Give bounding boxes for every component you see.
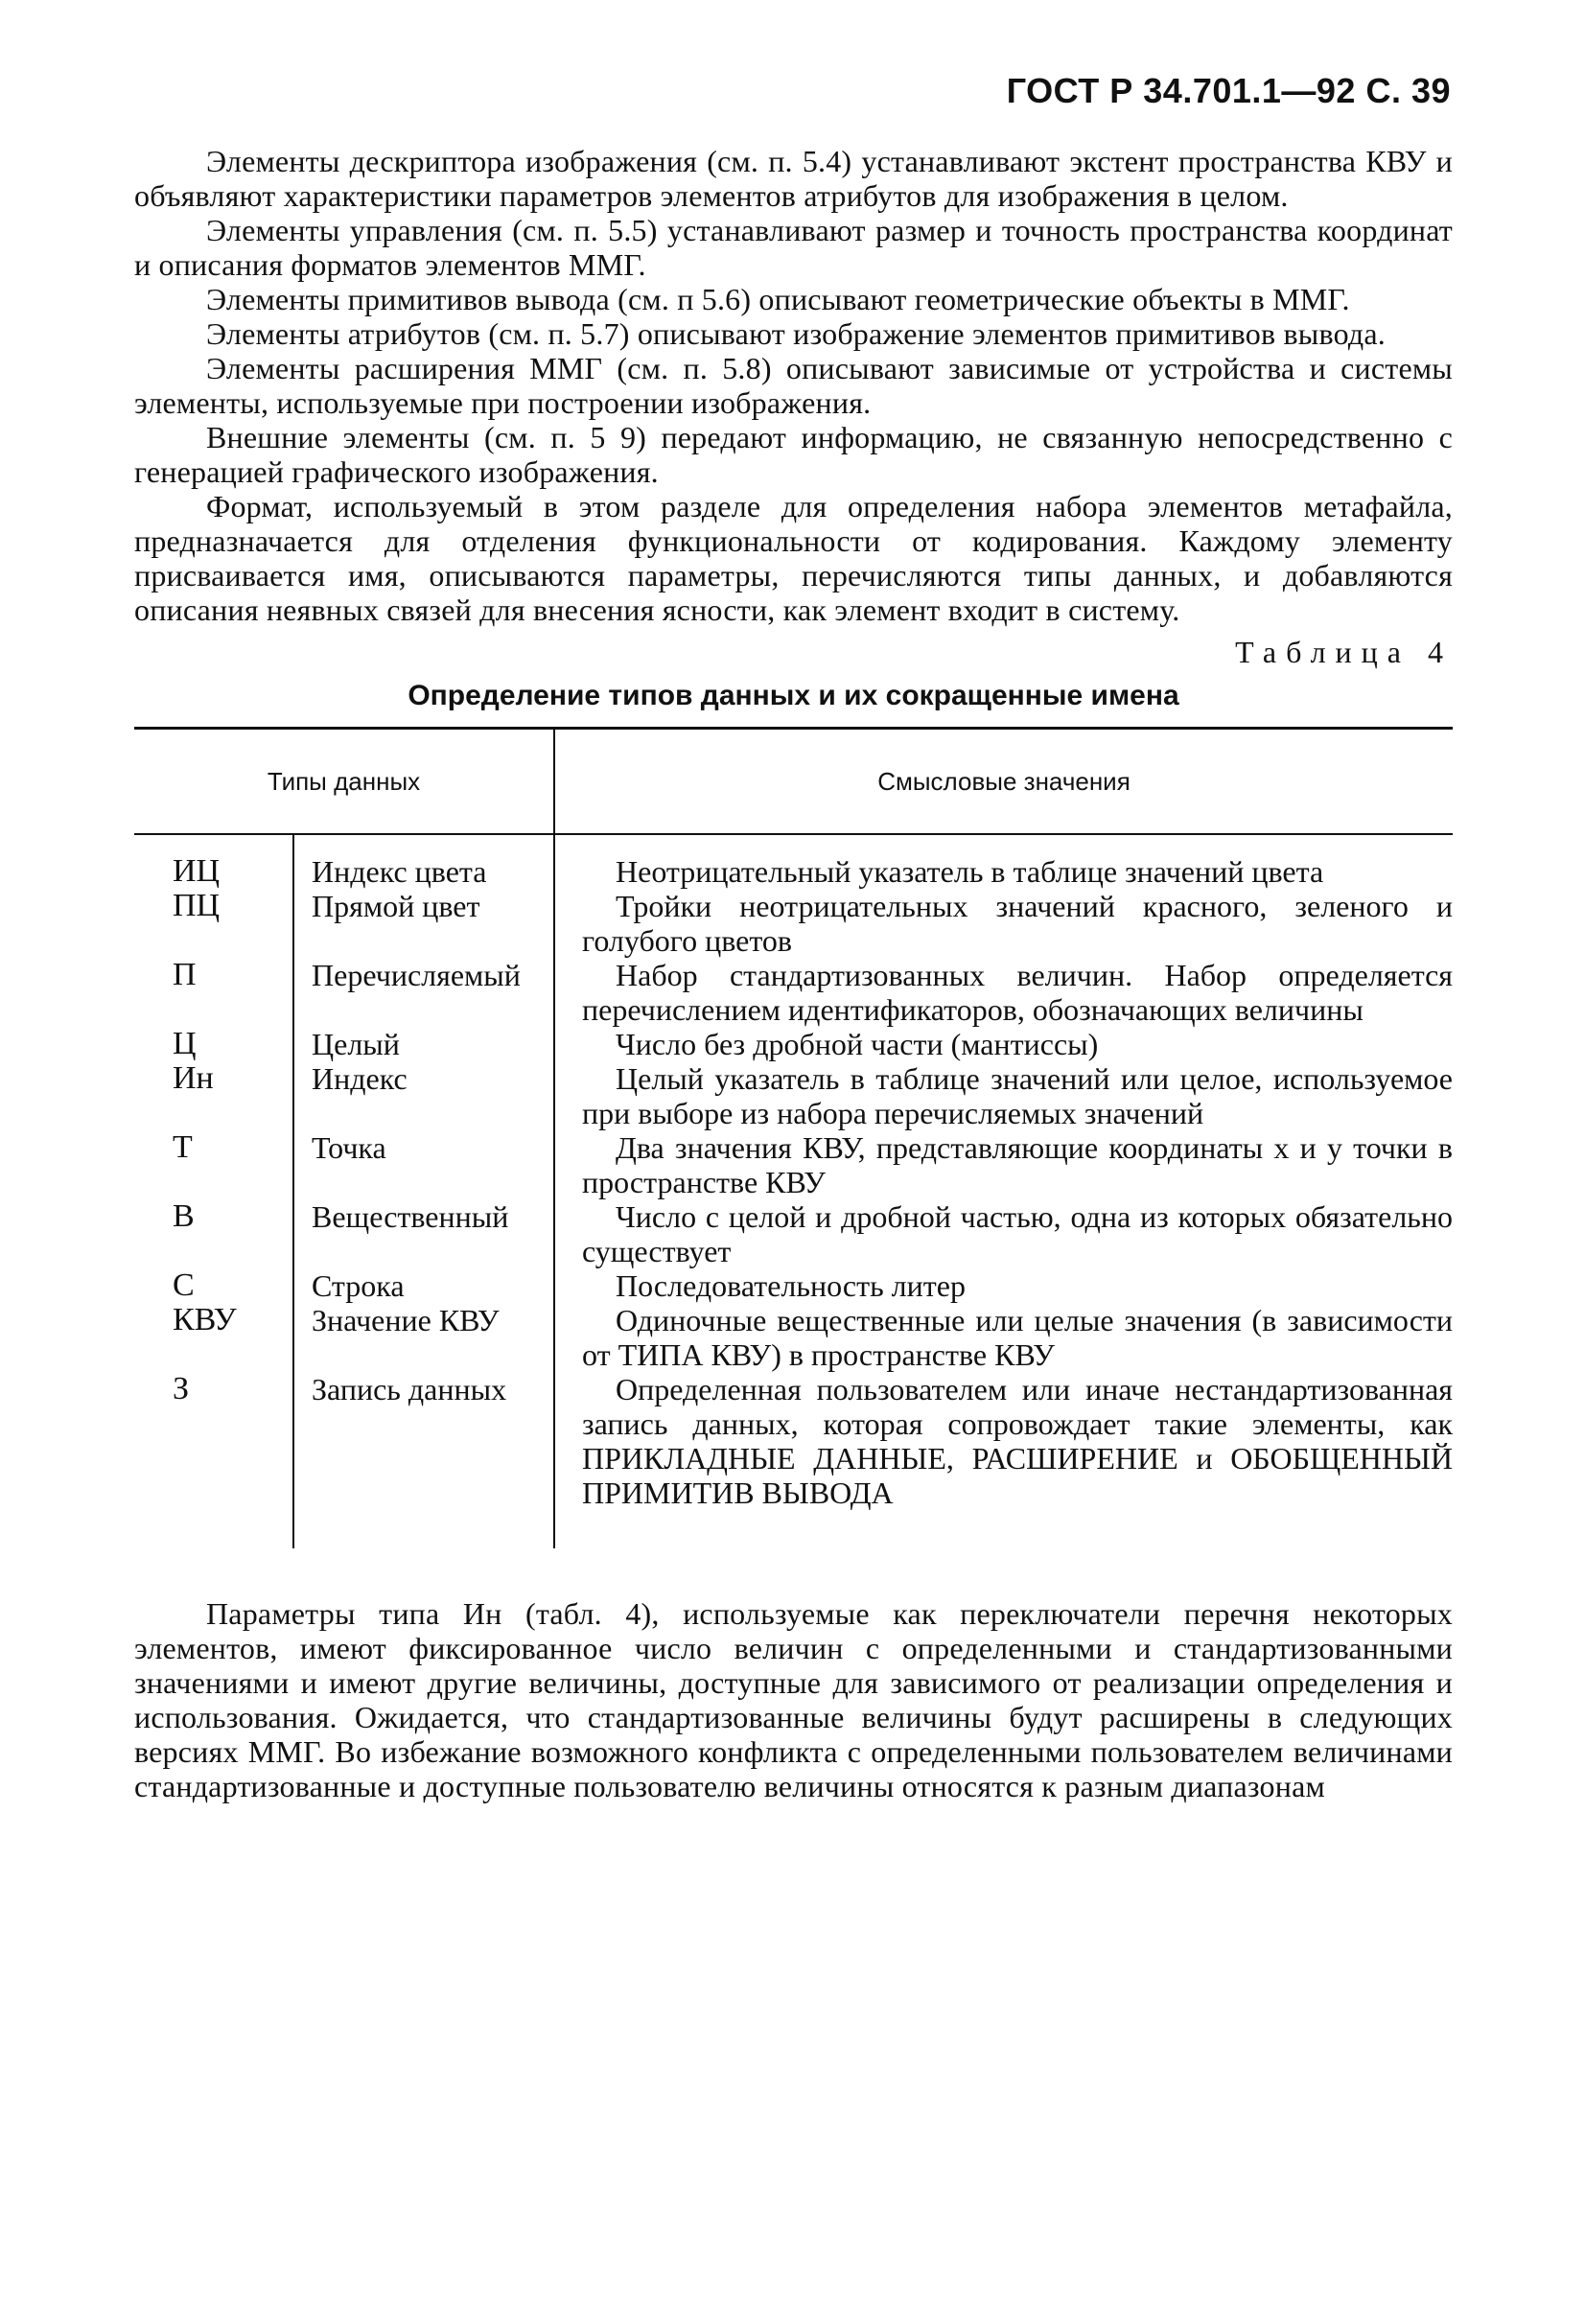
type-name: Индекс: [312, 1061, 408, 1096]
type-meaning: Целый указатель в таблице значений или целое, используемое при выборе из набора перечисляемых значений: [582, 1061, 1453, 1130]
type-name: Перечисляемый: [312, 958, 521, 992]
paragraph-format: Формат, используемый в этом разделе для определения набора элементов метафайла, предназначается для отделения функциональности от кодирования. Каждому элементу присваивается имя, описываются параметры, перечисляются типы данных, и добавляются описания неявных связей для внесения ясности, как элемент входит в систему.: [134, 489, 1453, 627]
column-divider: [553, 835, 555, 1548]
type-meaning: Одиночные вещественные или целые значения (в зависимости от ТИПА КВУ) в пространстве КВУ: [582, 1303, 1453, 1372]
page-header: ГОСТ Р 34.701.1—92 С. 39: [1006, 71, 1451, 110]
paragraph-attributes: Элементы атрибутов (см. п. 5.7) описывают изображение элементов примитивов вывода.: [206, 316, 1386, 351]
type-abbr: Ц: [173, 1026, 197, 1061]
type-meaning: Число без дробной части (мантиссы): [616, 1027, 1099, 1061]
paragraph-index-parameters: Параметры типа Ин (табл. 4), используемые как переключатели перечня некоторых элементов, имеют фиксированное число величин с определенными и стандартизованными значениями и имеют другие величины, доступные для зависимого от реализации определения и использования. Ожидается, что стандартизованные величины будут расширены в следующих версиях ММГ. Во избежание возможного конфликта с определенными пользователем величинами стандартизованные и доступные пользователю величины относятся к разным диапазонам: [134, 1596, 1453, 1803]
type-abbr: Т: [173, 1129, 193, 1165]
column-header-meanings: Смысловые значения: [877, 767, 1130, 796]
type-abbr: П: [173, 957, 197, 992]
table-row: [134, 1027, 1453, 1061]
type-abbr: ИЦ: [173, 853, 221, 889]
table-row: [134, 1130, 1453, 1199]
table-number: Таблица 4: [1235, 635, 1453, 669]
table-body: [134, 835, 1453, 1548]
table-row: [134, 1268, 1453, 1303]
type-abbr: Ин: [173, 1060, 214, 1096]
table-row: [134, 1372, 1453, 1510]
type-name: Запись данных: [312, 1372, 507, 1406]
table-header: [134, 730, 1453, 835]
type-meaning: Последовательность литер: [616, 1268, 966, 1303]
table-title: Определение типов данных и их сокращенные имена: [408, 680, 1179, 711]
table-row: [134, 854, 1453, 889]
type-meaning: Число с целой и дробной частью, одна из которых обязательно существует: [582, 1199, 1453, 1268]
type-meaning: Неотрицательный указатель в таблице значений цвета: [616, 854, 1324, 889]
type-name: Точка: [312, 1130, 386, 1165]
type-abbr: КВУ: [173, 1302, 237, 1337]
data-types-table: [134, 727, 1453, 1548]
type-abbr: С: [173, 1267, 195, 1303]
column-divider: [292, 835, 294, 1548]
type-meaning: Набор стандартизованных величин. Набор определяется перечислением идентификаторов, обозначающих величины: [582, 958, 1453, 1027]
type-abbr: З: [173, 1371, 190, 1406]
page-body: [134, 144, 1453, 1803]
table-row: [134, 958, 1453, 1027]
type-name: Значение КВУ: [312, 1303, 500, 1337]
paragraph-extension: Элементы расширения ММГ (см. п. 5.8) описывают зависимые от устройства и системы элементы, используемые при построении изображения.: [134, 351, 1453, 420]
type-meaning: Тройки неотрицательных значений красного, зеленого и голубого цветов: [582, 889, 1453, 958]
type-meaning: Два значения КВУ, представляющие координаты х и у точки в пространстве КВУ: [582, 1130, 1453, 1199]
type-name: Строка: [312, 1268, 405, 1303]
type-abbr: В: [173, 1198, 195, 1234]
paragraph-output-primitives: Элементы примитивов вывода (см. п 5.6) описывают геометрические объекты в ММГ.: [206, 282, 1350, 316]
type-name: Прямой цвет: [312, 889, 480, 923]
type-name: Вещественный: [312, 1199, 509, 1234]
table-row: [134, 889, 1453, 958]
table-row: [134, 1199, 1453, 1268]
paragraph-external: Внешние элементы (см. п. 5 9) передают информацию, не связанную непосредственно с генерацией графического изображения.: [134, 420, 1453, 489]
type-abbr: ПЦ: [173, 888, 221, 923]
type-name: Целый: [312, 1027, 400, 1061]
table-row: [134, 1303, 1453, 1372]
paragraph-image-descriptor: Элементы дескриптора изображения (см. п. 5.4) устанавливают экстент пространства КВУ и объявляют характеристики параметров элементов атрибутов для изображения в целом.: [134, 144, 1453, 213]
column-header-types: Типы данных: [134, 730, 555, 833]
table-row: [134, 1061, 1453, 1130]
paragraph-control-elements: Элементы управления (см. п. 5.5) устанавливают размер и точность пространства координат и описания форматов элементов ММГ.: [134, 213, 1453, 282]
type-name: Индекс цвета: [312, 854, 487, 889]
type-meaning: Определенная пользователем или иначе нестандартизованная запись данных, которая сопровождает такие элементы, как ПРИКЛАДНЫЕ ДАННЫЕ, РАСШИРЕНИЕ и ОБОБЩЕННЫЙ ПРИМИТИВ ВЫВОДА: [582, 1372, 1453, 1510]
